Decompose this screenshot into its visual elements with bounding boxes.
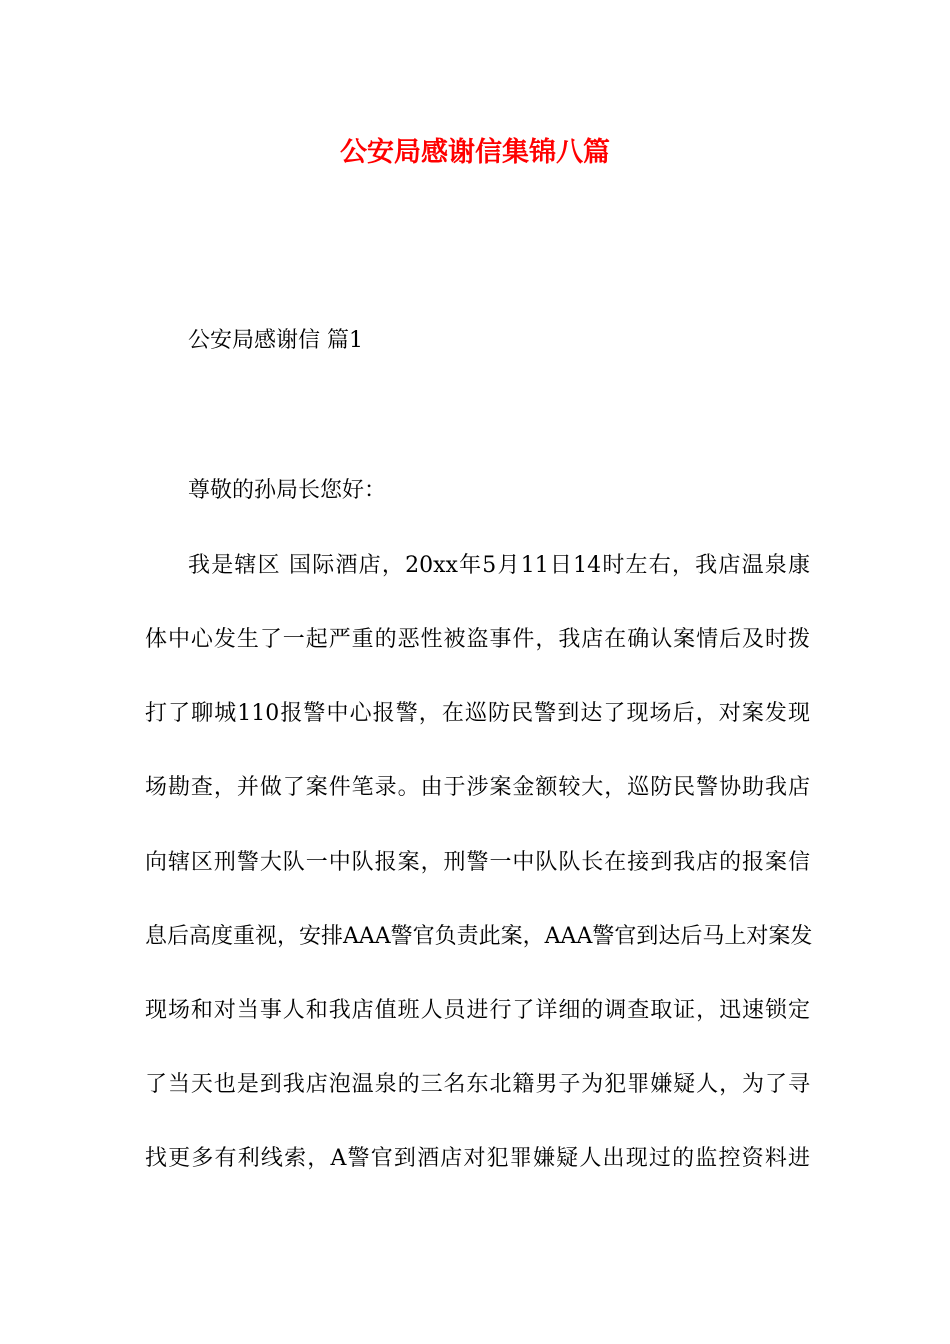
body-line: 找更多有利线索，A警官到酒店对犯罪嫌疑人出现过的监控资料进 bbox=[145, 1146, 810, 1171]
body-line: 了当天也是到我店泡温泉的三名东北籍男子为犯罪嫌疑人，为了寻 bbox=[145, 1072, 810, 1097]
body-line: 向辖区刑警大队一中队报案，刑警一中队队长在接到我店的报案信 bbox=[145, 850, 810, 875]
body-line: 现场和对当事人和我店值班人员进行了详细的调查取证，迅速锁定 bbox=[145, 998, 810, 1023]
document-title: 公安局感谢信集锦八篇 bbox=[340, 137, 610, 168]
section-heading: 公安局感谢信 篇1 bbox=[188, 328, 363, 353]
body-line: 体中心发生了一起严重的恶性被盗事件，我店在确认案情后及时拨 bbox=[145, 627, 810, 652]
salutation: 尊敬的孙局长您好： bbox=[188, 478, 387, 503]
body-line: 息后高度重视，安排AAA警官负责此案，AAA警官到达后马上对案发 bbox=[145, 924, 813, 949]
body-line: 打了聊城110报警中心报警，在巡防民警到达了现场后，对案发现 bbox=[145, 701, 810, 726]
body-line: 我是辖区 国际酒店，20xx年5月11日14时左右，我店温泉康 bbox=[188, 553, 810, 578]
body-line: 场勘查，并做了案件笔录。由于涉案金额较大，巡防民警协助我店 bbox=[145, 775, 810, 800]
